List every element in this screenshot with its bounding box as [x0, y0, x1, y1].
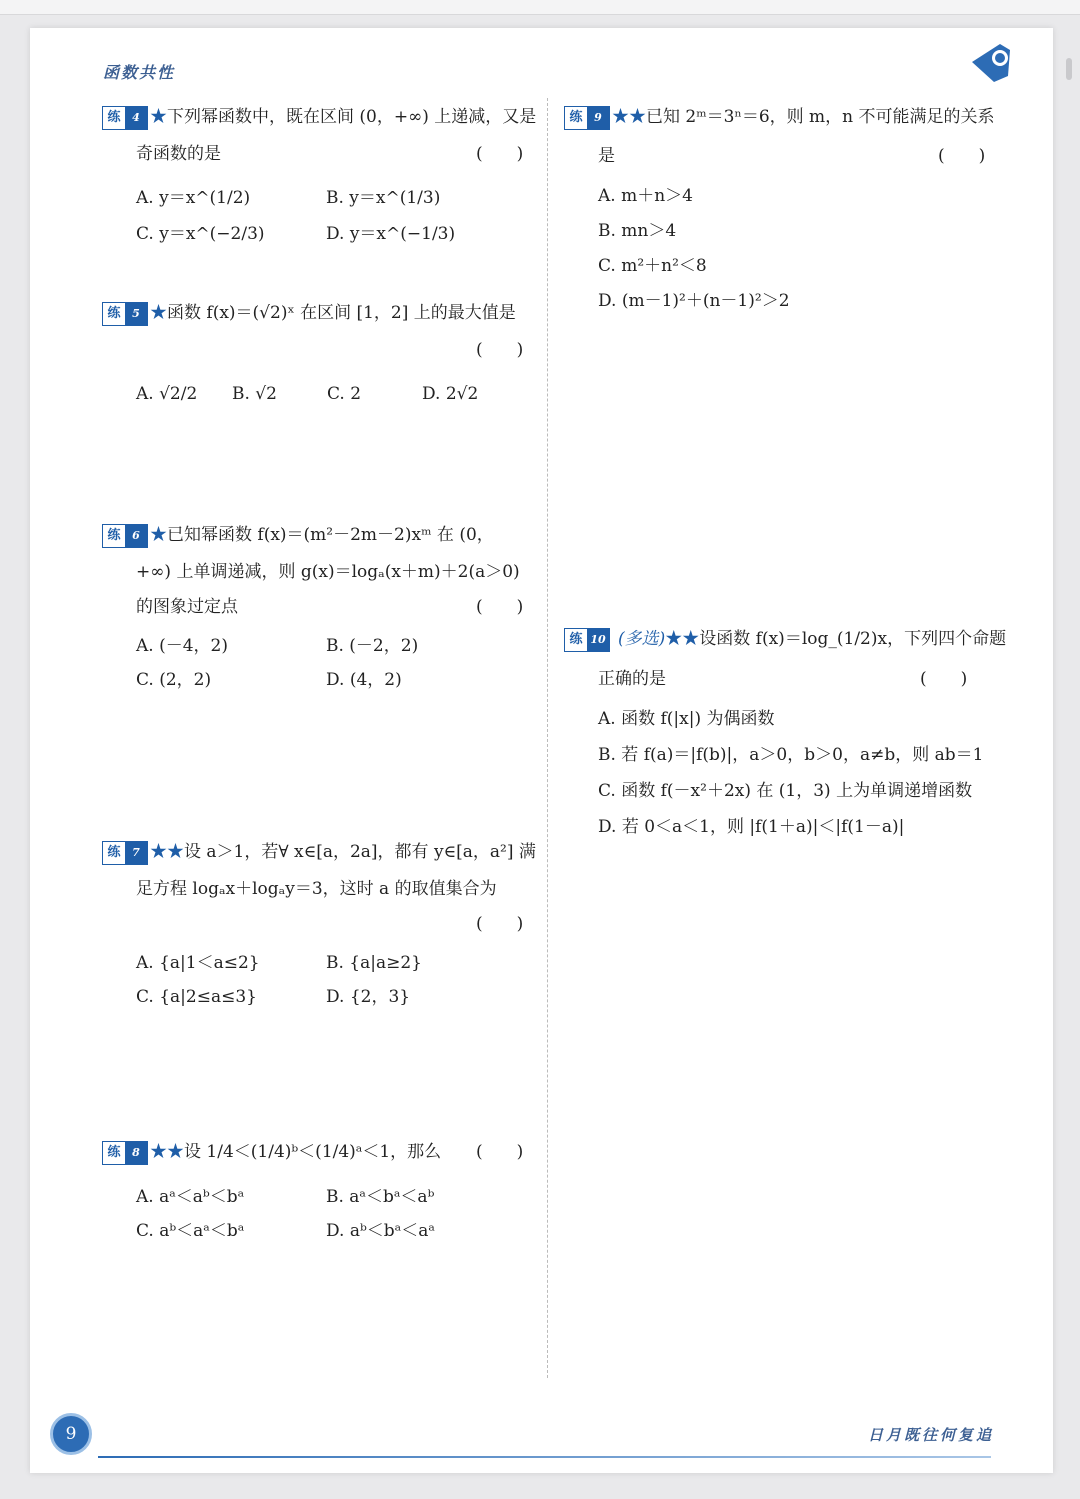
- top-bar: [0, 0, 1080, 15]
- multi-select-tag: (多选): [618, 629, 666, 649]
- option-a: A. {a|1＜a≤2}: [136, 953, 260, 973]
- option-a: A. √2/2: [136, 384, 198, 404]
- option-a: A. (－4，2): [136, 636, 228, 656]
- option-a: A. 函数 f(|x|) 为偶函数: [598, 709, 775, 729]
- question-text: 已知 2ᵐ＝3ⁿ＝6，则 m，n 不可能满足的关系: [646, 107, 995, 127]
- question-badge: 练 6: [102, 524, 148, 548]
- option-b: B. {a|a≥2}: [326, 953, 422, 973]
- option-b: B. mn＞4: [598, 221, 677, 241]
- question-text: 函数 f(x)＝(√2)ˣ 在区间 [1，2] 上的最大值是: [167, 303, 516, 323]
- question-badge: 练 9: [564, 106, 610, 130]
- option-a: A. aᵃ＜aᵇ＜bᵃ: [136, 1187, 245, 1207]
- footer-divider: [98, 1456, 991, 1458]
- option-b: B. √2: [232, 384, 277, 404]
- answer-blank: ( ): [476, 914, 524, 934]
- answer-blank: ( ): [476, 597, 524, 617]
- difficulty-stars: ★★: [150, 842, 184, 862]
- question-badge: 练 5: [102, 302, 148, 326]
- logo-icon: [970, 40, 1014, 84]
- difficulty-stars: ★★: [612, 107, 646, 127]
- question-text: 下列幂函数中，既在区间 (0，+∞) 上递减，又是: [167, 107, 537, 127]
- option-c: C. {a|2≤a≤3}: [136, 987, 257, 1007]
- option-a: A. y＝x^(1/2): [136, 188, 251, 208]
- answer-blank: ( ): [476, 144, 524, 164]
- option-d: D. (m－1)²＋(n－1)²＞2: [598, 291, 790, 311]
- question-text: 设 a＞1，若∀ x∈[a，2a]，都有 y∈[a，a²] 满: [184, 842, 536, 862]
- question-text: 的图象过定点: [136, 597, 238, 617]
- answer-blank: ( ): [938, 146, 986, 166]
- option-c: C. (2，2): [136, 670, 212, 690]
- footer-slogan: 日月既往何复追: [868, 1426, 995, 1444]
- option-c: C. aᵇ＜aᵃ＜bᵃ: [136, 1221, 245, 1241]
- option-b: B. y＝x^(1/3): [326, 188, 441, 208]
- difficulty-stars: ★★: [150, 1142, 184, 1162]
- scrollbar-thumb[interactable]: [1066, 58, 1072, 80]
- option-c: C. 2: [327, 384, 362, 404]
- question-text: 已知幂函数 f(x)＝(m²－2m－2)xᵐ 在 (0，: [167, 525, 494, 545]
- question-text: 奇函数的是: [136, 144, 221, 164]
- option-d: D. 若 0＜a＜1，则 |f(1＋a)|＜|f(1－a)|: [598, 817, 905, 837]
- question-badge: 练 8: [102, 1141, 148, 1165]
- difficulty-stars: ★: [150, 525, 167, 545]
- section-title: 函数共性: [103, 63, 176, 82]
- difficulty-stars: ★: [150, 303, 167, 323]
- question-text: +∞) 上单调递减，则 g(x)＝logₐ(x＋m)＋2(a＞0): [136, 562, 520, 582]
- option-d: D. 2√2: [422, 384, 479, 404]
- option-c: C. m²＋n²＜8: [598, 256, 707, 276]
- question-badge: 练 4: [102, 106, 148, 130]
- option-b: B. 若 f(a)＝|f(b)|，a＞0，b＞0，a≠b，则 ab＝1: [598, 745, 984, 765]
- option-b: B. aᵃ＜bᵃ＜aᵇ: [326, 1187, 435, 1207]
- option-a: A. m＋n＞4: [598, 186, 693, 206]
- answer-blank: ( ): [476, 1142, 524, 1162]
- option-d: D. (4，2): [326, 670, 402, 690]
- option-d: D. {2，3}: [326, 987, 411, 1007]
- question-text: 设函数 f(x)＝log_(1/2)x，下列四个命题: [699, 629, 1007, 649]
- option-c: C. y＝x^(−2/3): [136, 224, 265, 244]
- question-text: 设 1/4＜(1/4)ᵇ＜(1/4)ᵃ＜1，那么: [184, 1142, 442, 1162]
- option-d: D. y＝x^(−1/3): [326, 224, 456, 244]
- option-d: D. aᵇ＜bᵃ＜aᵃ: [326, 1221, 435, 1241]
- option-b: B. (－2，2): [326, 636, 419, 656]
- option-c: C. 函数 f(－x²＋2x) 在 (1，3) 上为单调递增函数: [598, 781, 973, 801]
- question-badge: 练 10: [564, 628, 610, 652]
- page-number: 9: [50, 1413, 92, 1455]
- answer-blank: ( ): [920, 669, 968, 689]
- column-divider: [547, 98, 548, 1378]
- question-text: 正确的是: [598, 669, 666, 689]
- difficulty-stars: ★: [150, 107, 167, 127]
- question-text: 足方程 logₐx＋logₐy＝3，这时 a 的取值集合为: [136, 879, 497, 899]
- question-text: 是: [598, 146, 615, 166]
- book-page: [30, 28, 1053, 1473]
- question-badge: 练 7: [102, 841, 148, 865]
- difficulty-stars: ★★: [665, 629, 700, 649]
- answer-blank: ( ): [476, 340, 524, 360]
